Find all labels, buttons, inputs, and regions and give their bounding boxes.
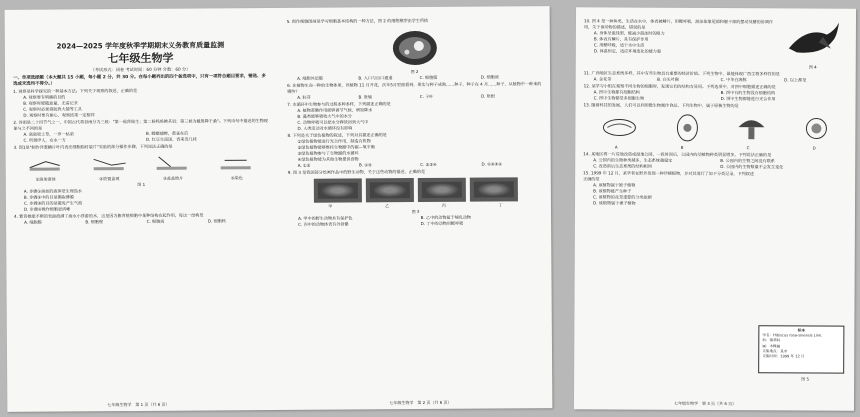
option: D. 丁中的动物用鳃呼吸	[420, 220, 464, 227]
exam-sheet-left	[5, 6, 553, 412]
question-1-options	[13, 93, 268, 119]
option: C. 丙中的动物体表有外骨骼	[298, 221, 349, 227]
option: D. 公园内的生物数量不会发生变化	[720, 164, 784, 170]
option: A. 细胞外层膜	[297, 75, 323, 81]
exam-sheet-right	[574, 7, 856, 410]
question-6: 6. 在植物生命一种的生物体里，该植物 11 月开花，次年5月里面看到，果实与种子成熟……种子，种子在 4 月……种子，从植物中一种来的哪些？	[287, 81, 542, 94]
question-7: 7. 水循环中生物参与的过程多种多样，下列描述正确的是	[287, 101, 391, 107]
option: C. 改造前后生态系统的结构相同	[593, 163, 652, 169]
option: C. 动物呼吸可以把水分释放回到大气中	[297, 119, 369, 125]
option: D. 观察时要有耐心，观察结果一定相同	[23, 112, 95, 118]
card-line: 学名：Hibiscus rosa-sinensis Linn.	[762, 333, 823, 338]
question-7-options	[287, 106, 542, 132]
option: A. 离离原上草，一岁一枯荣	[23, 131, 74, 137]
question-10-options	[584, 30, 778, 55]
page-footer: 七年级生物学 第 2 页（共 6 页）	[389, 399, 452, 406]
option: D. 以上都是	[784, 77, 807, 83]
figure-caption: 图 3	[411, 209, 420, 215]
option: B. 步骤②中的目是撕取薄膜	[23, 194, 74, 200]
mushroom-illustration	[735, 113, 769, 143]
question-10: 10. 图 4 是一种鱼类，生活在水中，体表被鳞片，用鳃呼吸，游泳依靠尾部和躯干部的摆动及鳍的协调作用，关于该动物的描述，错误的是	[583, 18, 774, 30]
statement: ①绿色植物能进行光合作用，制造有机物	[297, 138, 371, 144]
option: A. 步骤①滴加的液体是生理盐水	[23, 188, 83, 194]
figure-caption: 图 2	[410, 69, 419, 75]
question-9: 9. 图 3 是我国部分绘画作品中的野生动物，关于这些动物的描述，正确的是	[287, 168, 426, 175]
question-4: 4. 紫背桃能不断的表面流满了海水小浮游的水，这是因为紫背桃细胞中某种结构在起作用，每这一结构是	[14, 212, 204, 219]
exam-info: （考试形式：闭卷 考试时间：60 分钟 分数：60 分）	[90, 66, 191, 73]
cell-label: A	[614, 144, 618, 150]
step-label: ①滴加液体	[35, 176, 56, 182]
fish-illustration	[783, 18, 843, 62]
option: D. 该植物属于裸子植物	[593, 200, 636, 206]
option: A. 图中生物都有细胞结构	[593, 89, 640, 95]
option: B. 体表有鳞片，具有保护作用	[593, 36, 649, 42]
option: A. 身体呈流线型，能减少游泳时的阻力	[593, 30, 665, 36]
cell-label: D	[812, 145, 816, 151]
page-footer: 七年级生物学 第 1 页（共 6 页）	[107, 401, 170, 408]
option: D. 图中生物都能进行光合作用	[720, 96, 776, 102]
question-15: 15. 1999 年 12 月，某学者在野外发现一种珍稀植物，并对其进行了如下分类记录，下列叙述正确的是	[583, 170, 754, 182]
option: B. 观察时能随意量，无需记录	[23, 100, 78, 106]
question-12-options	[584, 89, 848, 102]
figure-3	[288, 177, 543, 203]
option: A. 公园内的生物种类越多，生态系统越稳定	[593, 157, 673, 163]
painting-yi	[365, 178, 413, 202]
figure-4	[778, 18, 848, 70]
exam-title: 2024—2025 学年度秋季学期期末义务教育质量监测	[56, 41, 225, 51]
option: B. ①③	[358, 162, 372, 168]
option: B. 该植物能产生种子	[593, 188, 632, 194]
yeast-illustration	[672, 113, 702, 143]
option: B. 入口与出口通道	[358, 75, 393, 81]
painting-label: 甲	[328, 203, 333, 209]
option: C. 图中生物都是多细胞生物	[593, 95, 645, 101]
painting-ding	[469, 177, 517, 201]
option: C. 细胞膜	[419, 74, 438, 81]
option: D. 步骤④操作细胞更清晰	[23, 206, 71, 212]
option: B. 胚轴	[358, 94, 373, 100]
option: C. 细胞质	[146, 218, 165, 224]
option: B. 图中有的生物没有细胞结构	[720, 90, 776, 96]
option: B. 乙中的动物属于哺乳动物	[420, 214, 472, 221]
option: A. 金花茶	[593, 76, 612, 82]
figure-caption: 图 1	[137, 181, 146, 187]
painting-jia	[313, 178, 361, 202]
question-14-options	[583, 157, 847, 170]
question-2: 2. 谷雨是二十四节气之一，中国古代将谷雨分为三候："第一候萍始生；第二候鸣鸠拂其羽；第三候为戴胜降于桑"。下列诗句中描述的生物现象与之不同的是	[13, 118, 268, 131]
option: B. 细胞壁	[85, 219, 104, 225]
question-13: 13. 随着科技的发展，人们可以利用微生物制作食品。下列生物中，属于原核生物的是	[583, 102, 739, 109]
option: A. 植物蒸腾作用能够调节气候，增加降水	[297, 107, 373, 113]
option: B. 藻类能够吸收大气中的水分	[297, 113, 352, 119]
cell-label: B	[680, 144, 684, 150]
statement: ③绿色植物参与了生物圈的水循环	[297, 150, 359, 156]
question-11: 11. 广西地区生态系统多样，其中有些生物具有重要的经济价值。下列生物中，最能体现广西生物多样性的是	[583, 70, 780, 77]
option: D. 体温恒定，适应环境变化的能力强	[593, 48, 662, 54]
figure-caption: 图 4	[808, 64, 817, 70]
specimen-label-card	[758, 325, 844, 373]
option: C. 步骤③的目的是避免产生气泡	[23, 200, 83, 206]
statement: ②绿色植物能够维持生物圈中的碳—氧平衡	[297, 144, 375, 150]
option: B. 螳螂捕蝉，黄雀在后	[145, 130, 189, 136]
page-2	[287, 16, 545, 396]
option: B. 公园内的生物之间没有联系	[720, 158, 775, 164]
painting-label: 丁	[498, 202, 503, 208]
exam-subject: 七年级生物学	[107, 51, 174, 66]
page-1	[13, 18, 271, 398]
dropper-illustration	[25, 153, 65, 173]
option: C. 该植物的花是重要的分类依据	[593, 194, 652, 200]
question-1: 1. 观察是科学探究的一种基本方法。下列关于观察的叙述，正确的是	[13, 87, 138, 94]
question-3: 3. 图1是"制作洋葱鳞片叶内表皮细胞临时装片"实验的部分操作步骤，下列说法正确的是	[13, 143, 173, 150]
section-heading: 一、单项选择题（本大题共 15 小题，每小题 2 分，共 30 分。在每小题列出的四个备选项中，只有一项符合题目要求，错选、多选或未选均不得分。）	[13, 74, 266, 87]
card-line: 属：木槿属	[762, 343, 781, 348]
question-12: 12. 某学习小组在观察不同生物的细胞时，发现它们的结构有异同。下列选项中，对图中细胞描述正确的是	[583, 83, 776, 90]
page-footer: 七年级生物学 第 3 页（共 6 页）	[673, 400, 737, 407]
option: D. 细胞质	[480, 74, 499, 80]
figure-caption: 图 5	[801, 376, 810, 382]
card-line: 采集时间：1999 年 12 月	[762, 354, 805, 359]
option: A. 观察要有明确的目的	[23, 94, 66, 100]
question-8: 8. 下列是关于绿色植物的叙述，下列对其描述正确的是	[287, 132, 387, 138]
tweezer-illustration	[89, 153, 129, 173]
question-15-options	[583, 182, 847, 207]
question-14: 14. 某地区将一片荒地改造成湿地公园，一段时间后，公园内的动植物种类明显增多。下列说法正确的是	[583, 151, 772, 158]
question-8-statements	[288, 137, 543, 163]
figure-cells	[583, 110, 847, 145]
cell-label: C	[746, 145, 750, 151]
stain-illustration	[217, 152, 257, 172]
option: C. 子叶	[419, 93, 434, 100]
card-line: 采集地点：某市	[762, 349, 788, 354]
question-9-options	[288, 214, 543, 228]
cell-model-illustration	[384, 28, 444, 68]
painting-label: 丙	[441, 202, 446, 208]
step-label: ③盖盖玻片	[163, 175, 184, 181]
question-2-options	[13, 130, 268, 144]
bacterium-illustration	[600, 114, 640, 140]
painting-label: 乙	[385, 203, 390, 209]
option: C. 观察时必须借助放大镜等工具	[23, 106, 83, 112]
step-label: ②放置盖玻	[99, 176, 120, 182]
step-label: ④染色	[230, 175, 243, 181]
card-title: 标本	[797, 328, 805, 333]
option: C. ②③④	[420, 161, 437, 168]
virus-illustration	[801, 113, 831, 143]
option: D. ①②③④	[481, 161, 502, 167]
option: A. 甲中的野生动物具有保护色	[298, 215, 353, 221]
option: A. ①②	[297, 162, 311, 168]
option: D. 红豆生南国，春来发几枝	[145, 136, 197, 142]
painting-bing	[417, 178, 465, 202]
figure-1	[14, 151, 269, 175]
option: D. 细胞核	[207, 218, 226, 224]
option: D. 胚根	[480, 93, 495, 99]
option: B. 白头叶猴	[657, 76, 679, 82]
option: A. 细胞膜	[24, 219, 42, 225]
card-line: 科：锦葵科	[762, 338, 781, 343]
question-5: 5. 创作细胞图画是学习细胞基本结构的一种方法，图 2 的细胞模型由学生所搭	[286, 17, 429, 24]
option: D. 人类活动对水循环没有影响	[297, 125, 353, 131]
option: C. 用鳃呼吸，适于水中生活	[593, 42, 645, 48]
coverslip-illustration	[153, 153, 193, 173]
figure-2	[287, 27, 542, 69]
option: A. 该植物属于被子植物	[593, 182, 636, 188]
question-4-options	[14, 218, 269, 226]
option: C. 中华白海豚	[720, 77, 747, 83]
option: C. 所谓伊人，在水一方	[23, 137, 66, 143]
statement: ④绿色植物能为其他生物提供食物	[297, 156, 359, 162]
option: A. 胚芽	[297, 94, 311, 100]
question-3-options	[14, 187, 269, 213]
